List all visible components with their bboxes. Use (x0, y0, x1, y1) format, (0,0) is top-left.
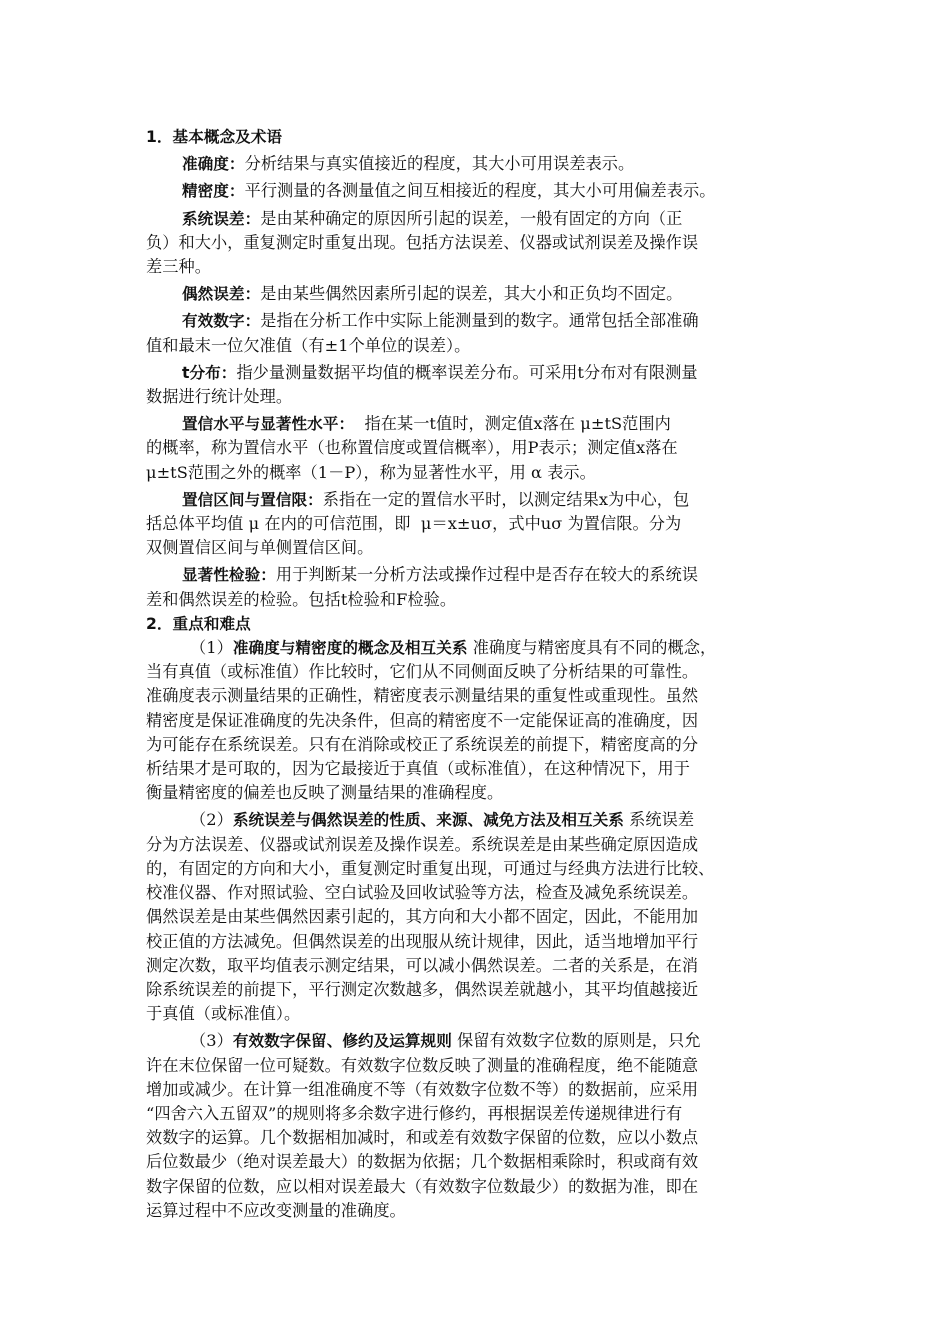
point-text: 准确度表示测量结果的正确性，精密度表示测量结果的重复性或重现性。虽然 (146, 686, 699, 706)
term-text: 差和偶然误差的检验。包括t检验和F检验。 (146, 589, 457, 609)
heading-text: 2．重点和难点 (146, 614, 251, 633)
point-text: 测定次数，取平均值表示测定结果，可以减小偶然误差。二者的关系是，在消 (146, 955, 699, 975)
term-text: 负）和大小，重复测定时重复出现。包括方法误差、仪器或试剂误差及操作误 (146, 232, 699, 252)
point-item (146, 636, 802, 805)
term-item (146, 207, 802, 280)
point-number: （2） (190, 810, 233, 830)
term-label: 置信水平与显著性水平： (182, 415, 355, 434)
term-list (146, 152, 802, 612)
point-text: 效数字的运算。几个数据相加减时，和或差有效数字保留的位数，应以小数点 (146, 1128, 699, 1148)
term-text: 双侧置信区间与单侧置信区间。 (146, 538, 374, 558)
term-item (146, 412, 802, 485)
text-line (146, 282, 802, 306)
point-text: “四舍六入五留双”的规则将多余数字进行修约，再根据误差传递规律进行有 (146, 1103, 683, 1123)
text-line (146, 309, 802, 333)
point-title: 准确度与精密度的概念及相互关系 (232, 639, 468, 658)
point-title: 有效数字保留、修约及运算规则 (232, 1032, 452, 1051)
term-label: t分布： (182, 363, 237, 382)
point-text: 衡量精密度的偏差也反映了测量结果的准确程度。 (146, 783, 504, 803)
point-text: 校正值的方法减免。但偶然误差的出现服从统计规律，因此，适当地增加平行 (146, 931, 699, 951)
term-text: 的概率，称为置信水平（也称置信度或置信概率），用P表示；测定值x落在 (146, 438, 678, 458)
text-line (146, 1029, 802, 1053)
point-title: 系统误差与偶然误差的性质、来源、减免方法及相互关系 (232, 811, 624, 830)
point-text: 当有真值（或标准值）作比较时，它们从不同侧面反映了分析结果的可靠性。 (146, 662, 699, 682)
term-text: 是由某种确定的原因所引起的误差，一般有固定的方向（正 (260, 208, 683, 228)
term-label: 系统误差： (182, 209, 261, 228)
term-text: 分析结果与真实值接近的程度，其大小可用误差表示。 (244, 154, 635, 174)
section-heading-2 (146, 612, 802, 636)
point-text: 偶然误差是由某些偶然因素引起的，其方向和大小都不固定，因此，不能用加 (146, 907, 699, 927)
term-label: 有效数字： (182, 312, 261, 331)
term-text: 指少量测量数据平均值的概率误差分布。可采用t分布对有限测量 (236, 362, 698, 382)
term-item (146, 361, 802, 409)
term-item (146, 563, 802, 611)
term-item (146, 179, 802, 203)
heading-text: 1．基本概念及术语 (146, 128, 283, 146)
term-text: 差三种。 (146, 257, 211, 277)
point-text: 精密度是保证准确度的先决条件，但高的精密度不一定能保证高的准确度，因 (146, 710, 699, 730)
point-number: （1） (190, 638, 233, 658)
point-list (146, 636, 802, 1223)
text-line (146, 636, 802, 660)
term-item (146, 152, 802, 176)
point-text: 的，有固定的方向和大小，重复测定时重复出现，可通过与经典方法进行比较、 (146, 858, 715, 878)
term-item (146, 488, 802, 561)
point-text: 析结果才是可取的，因为它最接近于真值（或标准值），在这种情况下，用于 (146, 759, 690, 779)
term-text: 是由某些偶然因素所引起的误差，其大小和正负均不固定。 (260, 284, 683, 304)
text-line (146, 488, 802, 512)
term-text: 括总体平均值 μ 在内的可信范围，即 μ＝x±uσ，式中uσ 为置信限。分为 (146, 514, 682, 534)
term-text: 平行测量的各测量值之间互相接近的程度，其大小可用偏差表示。 (244, 181, 716, 201)
term-text: 是指在分析工作中实际上能测量到的数字。通常包括全部准确 (260, 311, 699, 331)
point-text: 校准仪器、作对照试验、空白试验及回收试验等方法，检查及减免系统误差。 (146, 883, 699, 903)
point-text: 系统误差 (623, 810, 695, 830)
term-label: 准确度： (182, 155, 245, 174)
text-line (146, 207, 802, 231)
term-text: 值和最末一位欠准值（有±1个单位的误差）。 (146, 335, 471, 355)
point-item (146, 808, 802, 1026)
term-item (146, 282, 802, 306)
text-line (146, 152, 802, 176)
point-text: 除系统误差的前提下，平行测定次数越多，偶然误差就越小，其平均值越接近 (146, 979, 699, 999)
term-text: 用于判断某一分析方法或操作过程中是否存在较大的系统误 (275, 565, 699, 585)
point-text: 分为方法误差、仪器或试剂误差及操作误差。系统误差是由某些确定原因造成 (146, 834, 699, 854)
text-line (146, 412, 802, 436)
point-text: 准确度与精密度具有不同的概念， (467, 638, 717, 658)
term-label: 置信区间与置信限： (182, 490, 323, 509)
point-text: 许在末位保留一位可疑数。有效数字位数反映了测量的准确程度，绝不能随意 (146, 1055, 699, 1075)
term-text: 指在某一t值时，测定值x落在 μ±tS范围内 (354, 414, 671, 434)
point-item (146, 1029, 802, 1223)
point-number: （3） (190, 1031, 233, 1051)
text-line (146, 808, 802, 832)
text-line (146, 179, 802, 203)
section-heading-1 (146, 125, 802, 149)
term-text: 系指在一定的置信水平时，以测定结果x为中心，包 (322, 489, 690, 509)
term-text: μ±tS范围之外的概率（1－P），称为显著性水平，用 α 表示。 (146, 462, 596, 482)
point-text: 于真值（或标准值）。 (146, 1004, 301, 1024)
point-text: 为可能存在系统误差。只有在消除或校正了系统误差的前提下，精密度高的分 (146, 734, 699, 754)
term-item (146, 309, 802, 357)
point-text: 保留有效数字位数的原则是，只允 (451, 1031, 701, 1051)
term-label: 偶然误差： (182, 285, 261, 304)
point-text: 数字保留的位数，应以相对误差最大（有效数字位数最少）的数据为准，即在 (146, 1176, 699, 1196)
point-text: 增加或减少。在计算一组准确度不等（有效数字位数不等）的数据前，应采用 (146, 1079, 699, 1099)
term-label: 精密度： (182, 182, 245, 201)
term-text: 数据进行统计处理。 (146, 387, 293, 407)
term-label: 显著性检验： (182, 566, 276, 585)
text-line (146, 563, 802, 587)
point-text: 后位数最少（绝对误差最大）的数据为依据；几个数据相乘除时，积或商有效 (146, 1152, 699, 1172)
point-text: 运算过程中不应改变测量的准确度。 (146, 1200, 406, 1220)
text-line (146, 361, 802, 385)
